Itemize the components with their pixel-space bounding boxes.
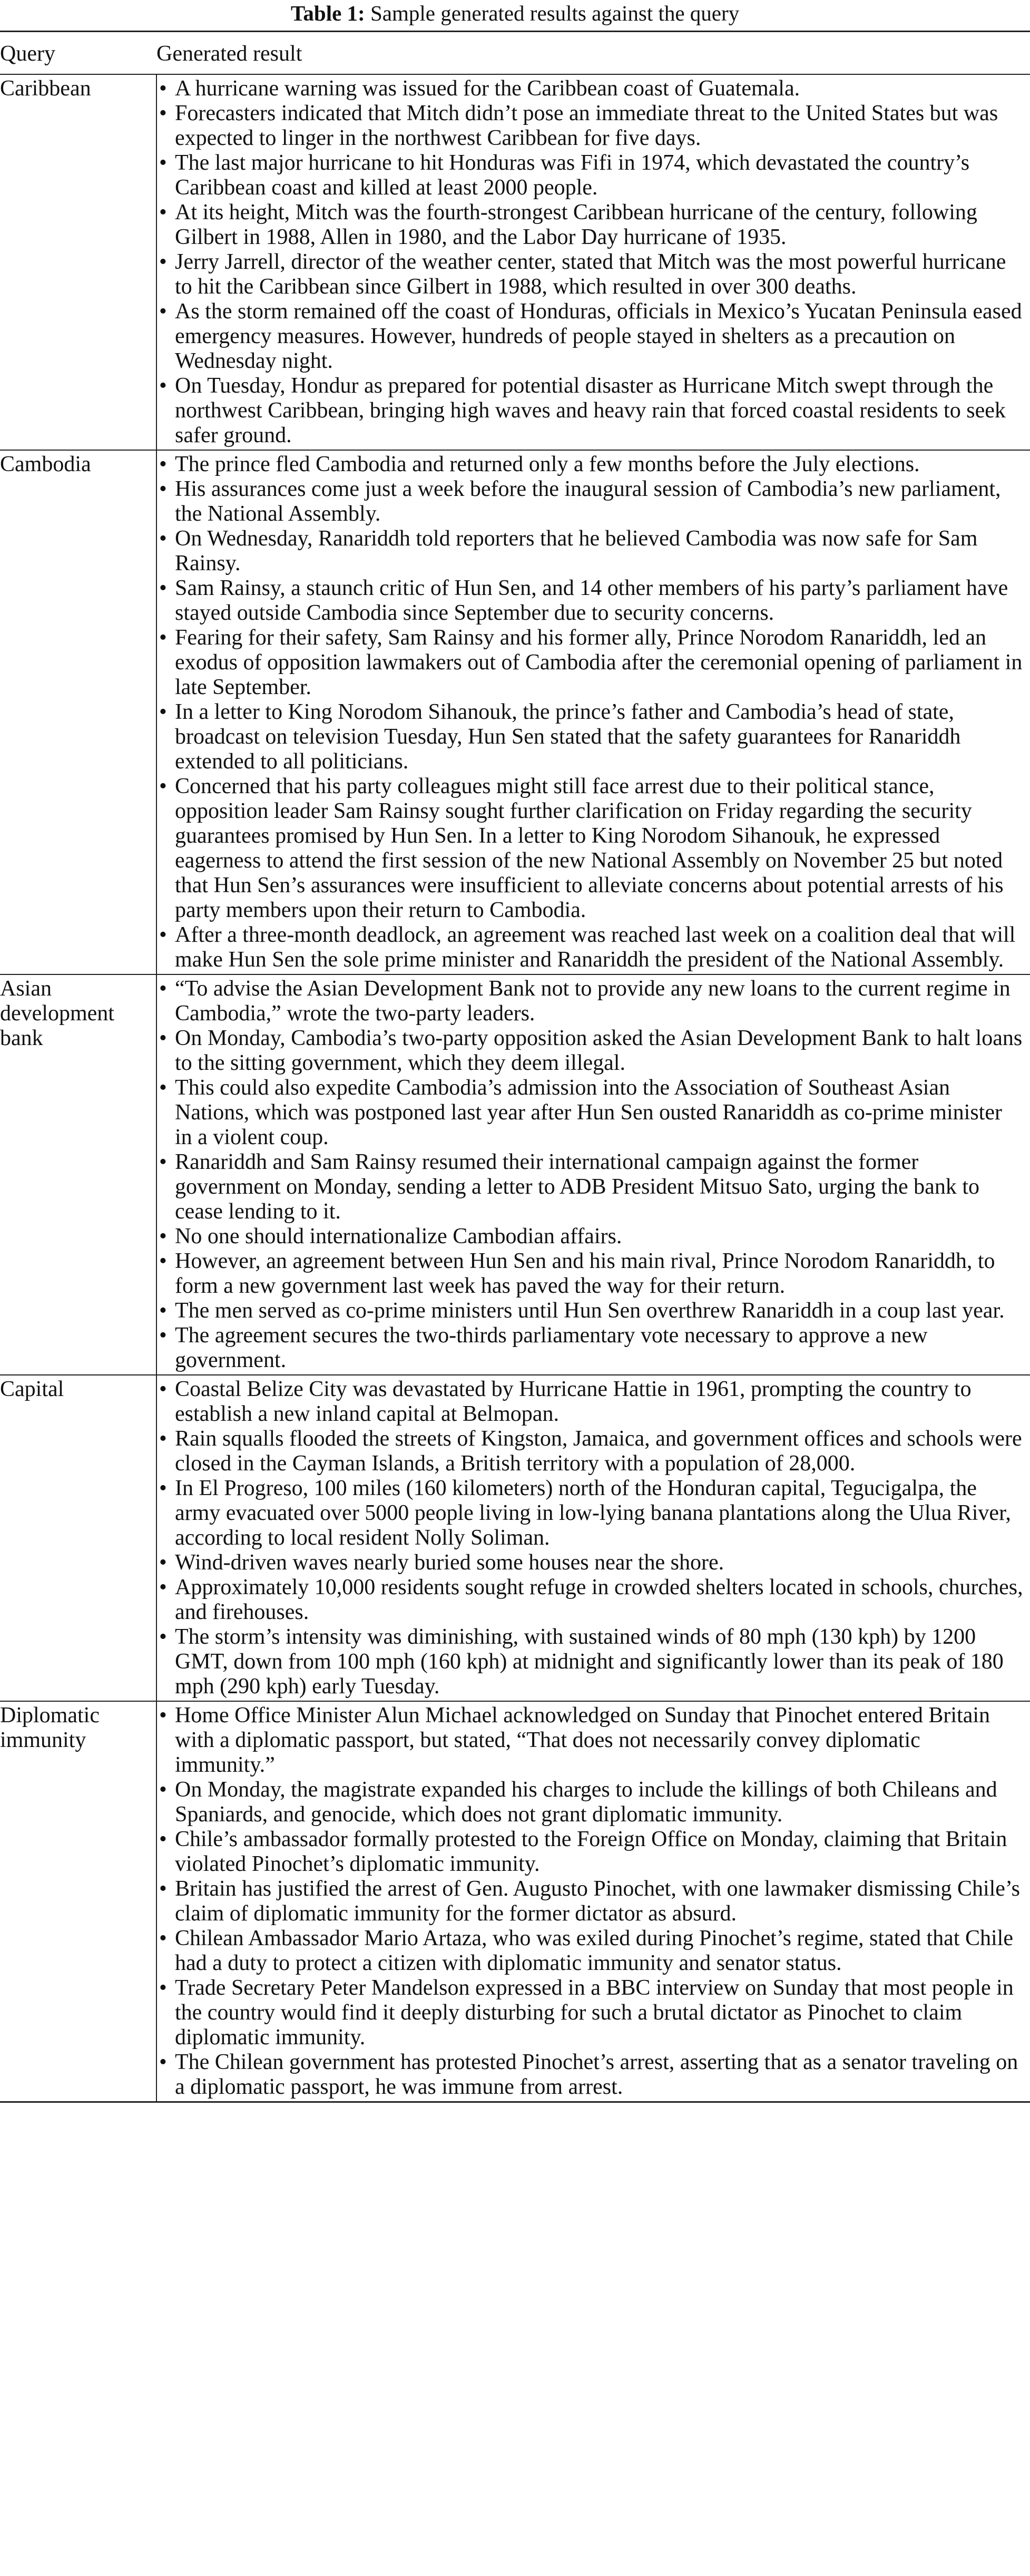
result-list-item: • Britain has justified the arrest of Gen. Augusto Pinochet, with one lawmaker dismissing Chile’s claim of diplomatic immunity for the former dictator as absurd.: [157, 1877, 1025, 1926]
table-row: [0, 450, 1030, 974]
result-list-item: • On Monday, Cambodia’s two-party opposition asked the Asian Development Bank to halt loans to the sitting government, which they deem illegal.: [157, 1026, 1025, 1076]
result-list-item: • As the storm remained off the coast of Honduras, officials in Mexico’s Yucatan Peninsula eased emergency measures. However, hundreds of people stayed in shelters as a precaution on Wednesday night.: [157, 299, 1025, 374]
query-cell: Cambodia: [0, 450, 156, 974]
result-list-item: • The last major hurricane to hit Honduras was Fifi in 1974, which devastated the country’s Caribbean coast and killed at least 2000 people.: [157, 151, 1025, 200]
result-cell: [156, 1701, 1030, 2102]
result-cell: [156, 450, 1030, 974]
query-cell: Caribbean: [0, 74, 156, 450]
result-list-item: • After a three-month deadlock, an agreement was reached last week on a coalition deal that will make Hun Sen the sole prime minister and Ranariddh the president of the National Assembly.: [157, 923, 1025, 972]
result-list-item: • The prince fled Cambodia and returned only a few months before the July elections.: [157, 452, 1025, 477]
result-column-header: Generated result: [156, 32, 1030, 75]
result-list: [157, 977, 1030, 1373]
result-list-item: • Home Office Minister Alun Michael acknowledged on Sunday that Pinochet entered Britain with a diplomatic passport, but stated, “That does not necessarily convey diplomatic immunity.”: [157, 1703, 1025, 1778]
result-list-item: • Approximately 10,000 residents sought refuge in crowded shelters located in schools, churches, and firehouses.: [157, 1575, 1025, 1625]
result-list-item: • His assurances come just a week before the inaugural session of Cambodia’s new parliament, the National Assembly.: [157, 477, 1025, 526]
table-row: [0, 974, 1030, 1375]
table-row: [0, 1375, 1030, 1701]
result-list-item: • Fearing for their safety, Sam Rainsy and his former ally, Prince Norodom Ranariddh, led an exodus of opposition lawmakers out of Cambodia after the ceremonial opening of parliament in late September.: [157, 626, 1025, 700]
results-table: [0, 31, 1030, 2103]
result-list-item: • On Wednesday, Ranariddh told reporters that he believed Cambodia was now safe for Sam Rainsy.: [157, 526, 1025, 576]
table-row: [0, 74, 1030, 450]
query-cell: Diplomatic immunity: [0, 1701, 156, 2102]
result-list-item: • Chilean Ambassador Mario Artaza, who was exiled during Pinochet’s regime, stated that Chile had a duty to protect a citizen with diplomatic immunity and senator status.: [157, 1926, 1025, 1976]
result-list: [157, 1377, 1030, 1699]
result-list-item: • However, an agreement between Hun Sen and his main rival, Prince Norodom Ranariddh, to form a new government last week has paved the way for their return.: [157, 1249, 1025, 1299]
table-caption-label: Table 1:: [290, 1, 365, 25]
result-list-item: • A hurricane warning was issued for the Caribbean coast of Guatemala.: [157, 76, 1025, 101]
result-list-item: • No one should internationalize Cambodian affairs.: [157, 1224, 1025, 1249]
result-cell: [156, 74, 1030, 450]
result-list-item: • “To advise the Asian Development Bank not to provide any new loans to the current regime in Cambodia,” wrote the two-party leaders.: [157, 977, 1025, 1026]
result-list-item: • Coastal Belize City was devastated by Hurricane Hattie in 1961, prompting the country to establish a new inland capital at Belmopan.: [157, 1377, 1025, 1427]
result-list-item: • The men served as co-prime ministers until Hun Sen overthrew Ranariddh in a coup last year.: [157, 1299, 1025, 1323]
result-list-item: • Concerned that his party colleagues might still face arrest due to their political stance, opposition leader Sam Rainsy sought further clarification on Friday regarding the security guarantees promised by Hun Sen. In a letter to King Norodom Sihanouk, he expressed eagerness to attend the first session of the new National Assembly on November 25 but noted that Hun Sen’s assurances were insufficient to alleviate concerns about potential arrests of his party members upon their return to Cambodia.: [157, 774, 1025, 923]
result-list-item: • This could also expedite Cambodia’s admission into the Association of Southeast Asian Nations, which was postponed last year after Hun Sen ousted Ranariddh as co-prime minister in a violent coup.: [157, 1076, 1025, 1150]
result-cell: [156, 1375, 1030, 1701]
query-cell: Asian development bank: [0, 974, 156, 1375]
result-list: [157, 1703, 1030, 2100]
result-list-item: • Jerry Jarrell, director of the weather center, stated that Mitch was the most powerful hurricane to hit the Caribbean since Gilbert in 1988, which resulted in over 300 deaths.: [157, 250, 1025, 299]
query-column-header: Query: [0, 32, 156, 75]
result-list-item: • In El Progreso, 100 miles (160 kilometers) north of the Honduran capital, Tegucigalpa, the army evacuated over 5000 people living in low-lying banana plantations along the Ulua River, according to local resident Nolly Soliman.: [157, 1476, 1025, 1550]
table-body: [0, 74, 1030, 2102]
result-list-item: • Forecasters indicated that Mitch didn’t pose an immediate threat to the United States but was expected to linger in the northwest Caribbean for five days.: [157, 101, 1025, 151]
result-list-item: • The Chilean government has protested Pinochet’s arrest, asserting that as a senator traveling on a diplomatic passport, he was immune from arrest.: [157, 2050, 1025, 2100]
result-list: [157, 76, 1030, 448]
table-row: [0, 1701, 1030, 2102]
table-caption-text: Sample generated results against the query: [370, 1, 740, 25]
result-cell: [156, 974, 1030, 1375]
result-list: [157, 452, 1030, 972]
result-list-item: • In a letter to King Norodom Sihanouk, the prince’s father and Cambodia’s head of state, broadcast on television Tuesday, Hun Sen stated that the safety guarantees for Ranariddh extended to all politicians.: [157, 700, 1025, 774]
table-header-row: [0, 32, 1030, 75]
query-cell: Capital: [0, 1375, 156, 1701]
result-list-item: • On Tuesday, Hondur as prepared for potential disaster as Hurricane Mitch swept through the northwest Caribbean, bringing high waves and heavy rain that forced coastal residents to seek safer ground.: [157, 374, 1025, 448]
result-list-item: • Ranariddh and Sam Rainsy resumed their international campaign against the former government on Monday, sending a letter to ADB President Mitsuo Sato, urging the bank to cease lending to it.: [157, 1150, 1025, 1224]
result-list-item: • At its height, Mitch was the fourth-strongest Caribbean hurricane of the century, following Gilbert in 1988, Allen in 1980, and the Labor Day hurricane of 1935.: [157, 200, 1025, 250]
result-list-item: • Trade Secretary Peter Mandelson expressed in a BBC interview on Sunday that most people in the country would find it deeply disturbing for such a brutal dictator as Pinochet to claim diplomatic immunity.: [157, 1976, 1025, 2050]
result-list-item: • On Monday, the magistrate expanded his charges to include the killings of both Chileans and Spaniards, and genocide, which does not grant diplomatic immunity.: [157, 1778, 1025, 1827]
result-list-item: • The storm’s intensity was diminishing, with sustained winds of 80 mph (130 kph) by 1200 GMT, down from 100 mph (160 kph) at midnight and significantly lower than its peak of 180 mph (290 kph) early Tuesday.: [157, 1625, 1025, 1699]
result-list-item: • Wind-driven waves nearly buried some houses near the shore.: [157, 1550, 1025, 1575]
result-list-item: • The agreement secures the two-thirds parliamentary vote necessary to approve a new government.: [157, 1323, 1025, 1373]
result-list-item: • Chile’s ambassador formally protested to the Foreign Office on Monday, claiming that Britain violated Pinochet’s diplomatic immunity.: [157, 1827, 1025, 1877]
result-list-item: • Sam Rainsy, a staunch critic of Hun Sen, and 14 other members of his party’s parliament have stayed outside Cambodia since September due to security concerns.: [157, 576, 1025, 626]
table-caption: [0, 0, 1030, 30]
result-list-item: • Rain squalls flooded the streets of Kingston, Jamaica, and government offices and schools were closed in the Cayman Islands, a British territory with a population of 28,000.: [157, 1427, 1025, 1476]
